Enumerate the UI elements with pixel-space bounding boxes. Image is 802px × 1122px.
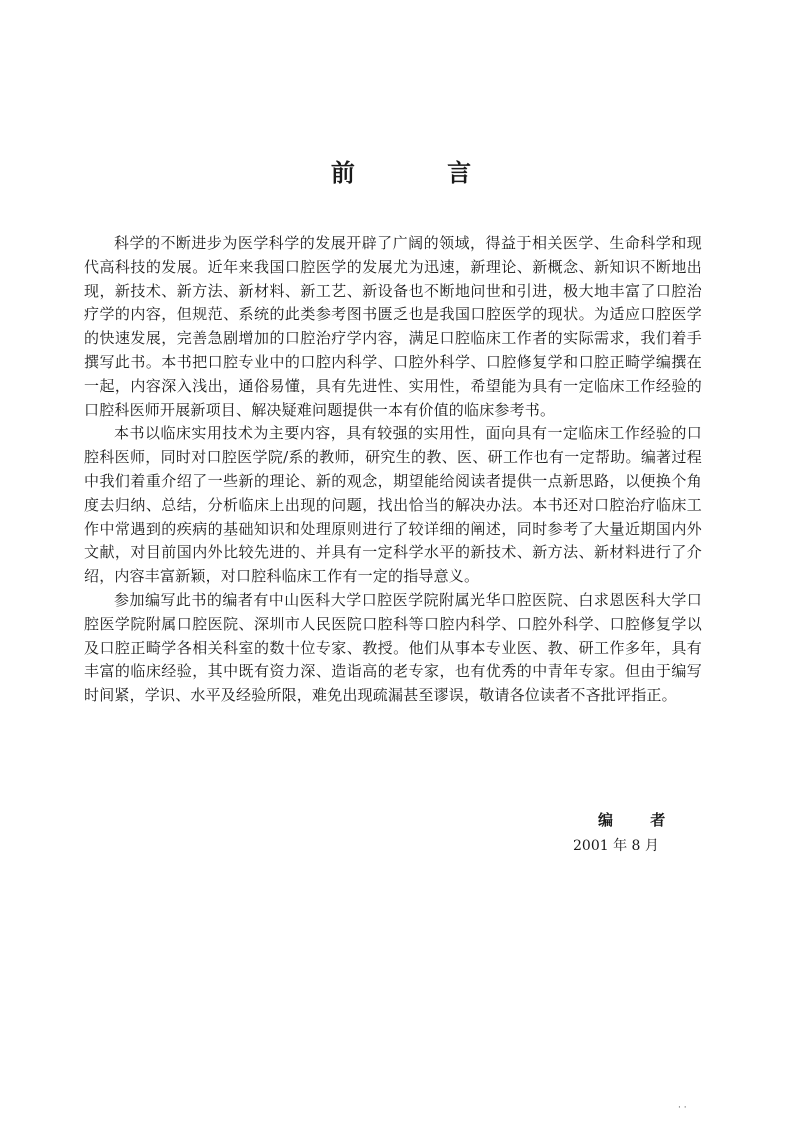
paragraph-2: 本书以临床实用技术为主要内容，具有较强的实用性，面向具有一定临床工作经验的口腔科医师，同时对口腔医学院/系的教师，研究生的教、医、研工作也有一定帮助。编著过程中我们着重介绍了一些新的理论、新的观念，期望能给阅读者提供一点新思路，以便换个角度去归纳、总结，分析临床上出现的问题，找出恰当的解决办法。本书还对口腔治疗临床工作中常遇到的疾病的基础知识和处理原则进行了较详细的阐述，同时参考了大量近期国内外文献，对目前国内外比较先进的、并具有一定科学水平的新技术、新方法、新材料进行了介绍，内容丰富新颖，对口腔科临床工作有一定的指导意义。 <box>84 424 702 586</box>
publication-date: 2001 年 8 月 <box>573 838 659 854</box>
page-footer-mark: · · <box>678 1103 687 1113</box>
author-signature: 编 者 <box>598 811 682 829</box>
paragraph-3: 参加编写此书的编者有中山医科大学口腔医学院附属光华口腔医院、白求恩医科大学口腔医学院附属口腔医院、深圳市人民医院口腔科等口腔内科学、口腔外科学、口腔修复学以及口腔正畸学各相关科室的数十位专家、教授。他们从事本专业医、教、研工作多年，具有丰富的临床经验，其中既有资力深、造诣高的老专家，也有优秀的中青年专家。但由于编写时间紧，学识、水平及经验所限，难免出现疏漏甚至谬误，敬请各位读者不吝批评指正。 <box>84 590 702 705</box>
paragraph-1: 科学的不断进步为医学科学的发展开辟了广阔的领域，得益于相关医学、生命科学和现代高科技的发展。近年来我国口腔医学的发展尤为迅速，新理论、新概念、新知识不断地出现，新技术、新方法、新材料、新工艺、新设备也不断地问世和引进，极大地丰富了口腔治疗学的内容，但规范、系统的此类参考图书匮乏也是我国口腔医学的现状。为适应口腔医学的快速发展，完善急剧增加的口腔治疗学内容，满足口腔临床工作者的实际需求，我们着手撰写此书。本书把口腔专业中的口腔内科学、口腔外科学、口腔修复学和口腔正畸学编撰在一起，内容深入浅出，通俗易懂，具有先进性、实用性，希望能为具有一定临床工作经验的口腔科医师开展新项目、解决疑难问题提供一本有价值的临床参考书。 <box>84 234 702 419</box>
preface-body <box>84 232 702 708</box>
page-title: 前 言 <box>330 159 514 187</box>
